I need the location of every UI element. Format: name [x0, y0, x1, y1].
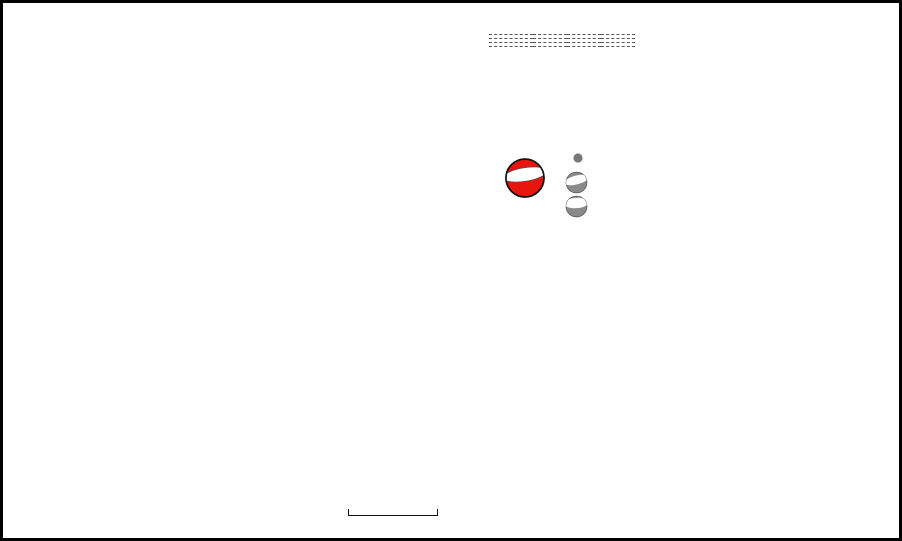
dc-beachball [565, 171, 588, 194]
time-scalebar [348, 509, 438, 516]
focal-mechanism-beachball [504, 157, 546, 199]
fault-plane-table [489, 34, 635, 47]
iso-dot [572, 152, 584, 164]
misfit-legend [441, 516, 445, 525]
clvd-beachball [565, 195, 588, 218]
taiwan-map [639, 215, 902, 541]
best-fit-panel [489, 15, 657, 47]
misfit-reduction-chart [637, 58, 902, 198]
plane2-row [489, 43, 635, 47]
